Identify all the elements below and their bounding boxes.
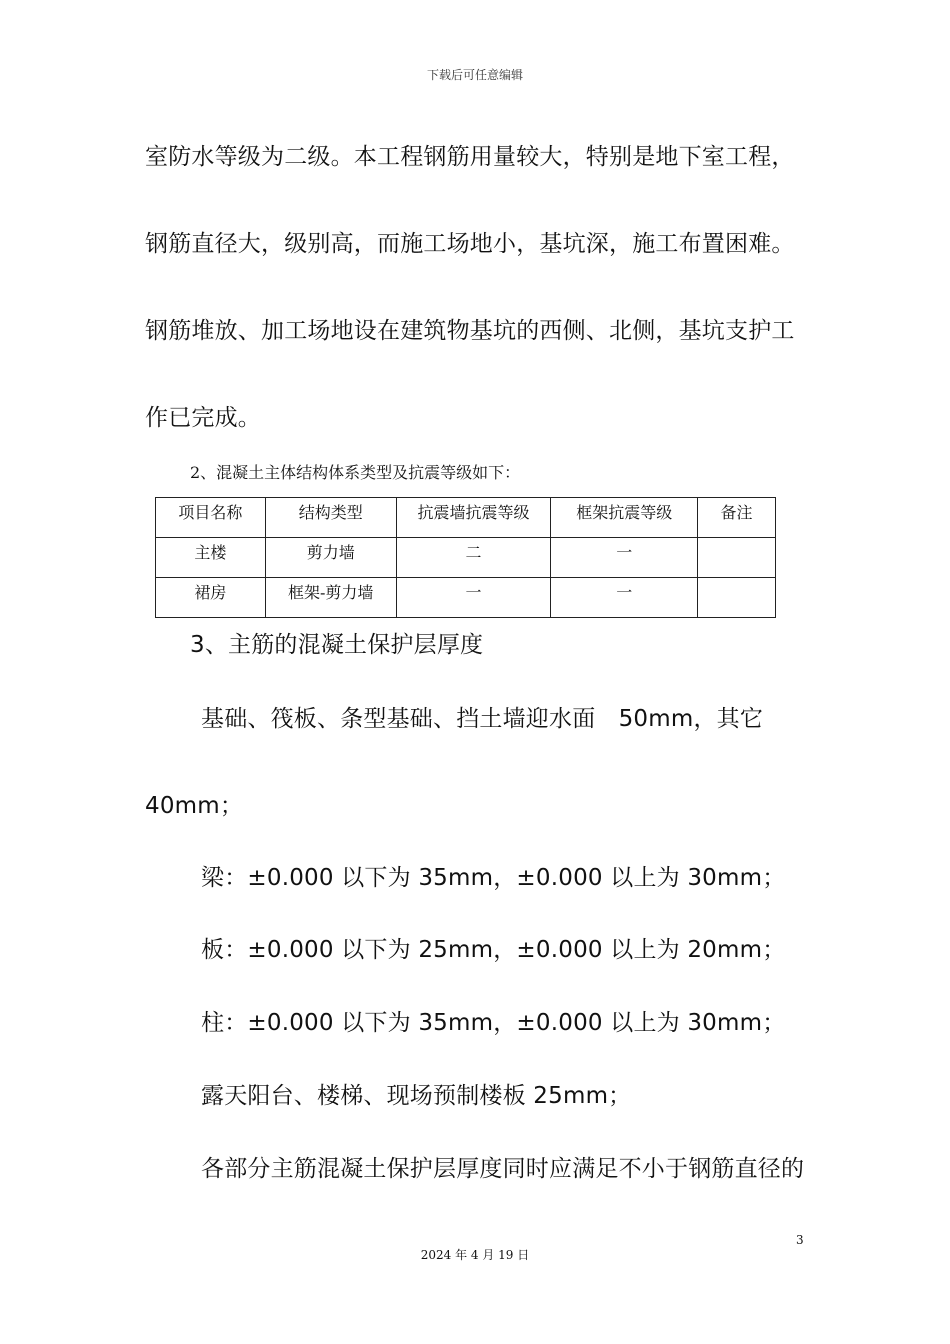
- body-line-3: 钢筋堆放、加工场地设在建筑物基坑的西侧、北侧，基坑支护工: [145, 318, 795, 344]
- section-3-line-1: 基础、筏板、条型基础、挡土墙迎水面 50mm，其它: [201, 706, 764, 732]
- section-3-line-6: 露天阳台、楼梯、现场预制楼板 25mm；: [201, 1083, 632, 1109]
- table-cell: 主楼: [156, 538, 266, 578]
- table-cell: 裙房: [156, 578, 266, 618]
- table-header-cell: 抗震墙抗震等级: [396, 498, 551, 538]
- table-header-cell: 结构类型: [265, 498, 396, 538]
- table-cell: 一: [551, 578, 698, 618]
- table-header-cell: 项目名称: [156, 498, 266, 538]
- table-cell: 一: [396, 578, 551, 618]
- section-3-line-4: 板：±0.000 以下为 25mm，±0.000 以上为 20mm；: [201, 937, 786, 963]
- table-cell: 框架-剪力墙: [265, 578, 396, 618]
- footer-date: 2024 年 4 月 19 日: [420, 1248, 530, 1262]
- body-line-1: 室防水等级为二级。本工程钢筋用量较大，特别是地下室工程，: [145, 144, 795, 170]
- table-row: [156, 578, 776, 618]
- page-number: 3: [796, 1233, 804, 1247]
- table-header-cell: 框架抗震等级: [551, 498, 698, 538]
- structure-table: [155, 497, 776, 618]
- table-cell: 一: [551, 538, 698, 578]
- section-3-line-2: 40mm；: [145, 793, 244, 819]
- table-cell: [698, 538, 776, 578]
- section-3-line-5: 柱：±0.000 以下为 35mm，±0.000 以上为 30mm；: [201, 1010, 786, 1036]
- section-3-title: 3、主筋的混凝土保护层厚度: [190, 632, 484, 658]
- body-line-4: 作已完成。: [145, 405, 261, 431]
- section-3-line-3: 梁：±0.000 以下为 35mm，±0.000 以上为 30mm；: [201, 865, 786, 891]
- page-header: 下载后可任意编辑: [426, 68, 523, 82]
- table-header-cell: 备注: [698, 498, 776, 538]
- section-3-line-7: 各部分主筋混凝土保护层厚度同时应满足不小于钢筋直径的: [201, 1156, 805, 1182]
- table-cell: 剪力墙: [265, 538, 396, 578]
- table-cell: 二: [396, 538, 551, 578]
- table-row: [156, 538, 776, 578]
- table-header-row: [156, 498, 776, 538]
- section-2-title: 2、混凝土主体结构体系类型及抗震等级如下：: [190, 463, 521, 482]
- table-cell: [698, 578, 776, 618]
- body-line-2: 钢筋直径大，级别高，而施工场地小，基坑深，施工布置困难。: [145, 231, 795, 257]
